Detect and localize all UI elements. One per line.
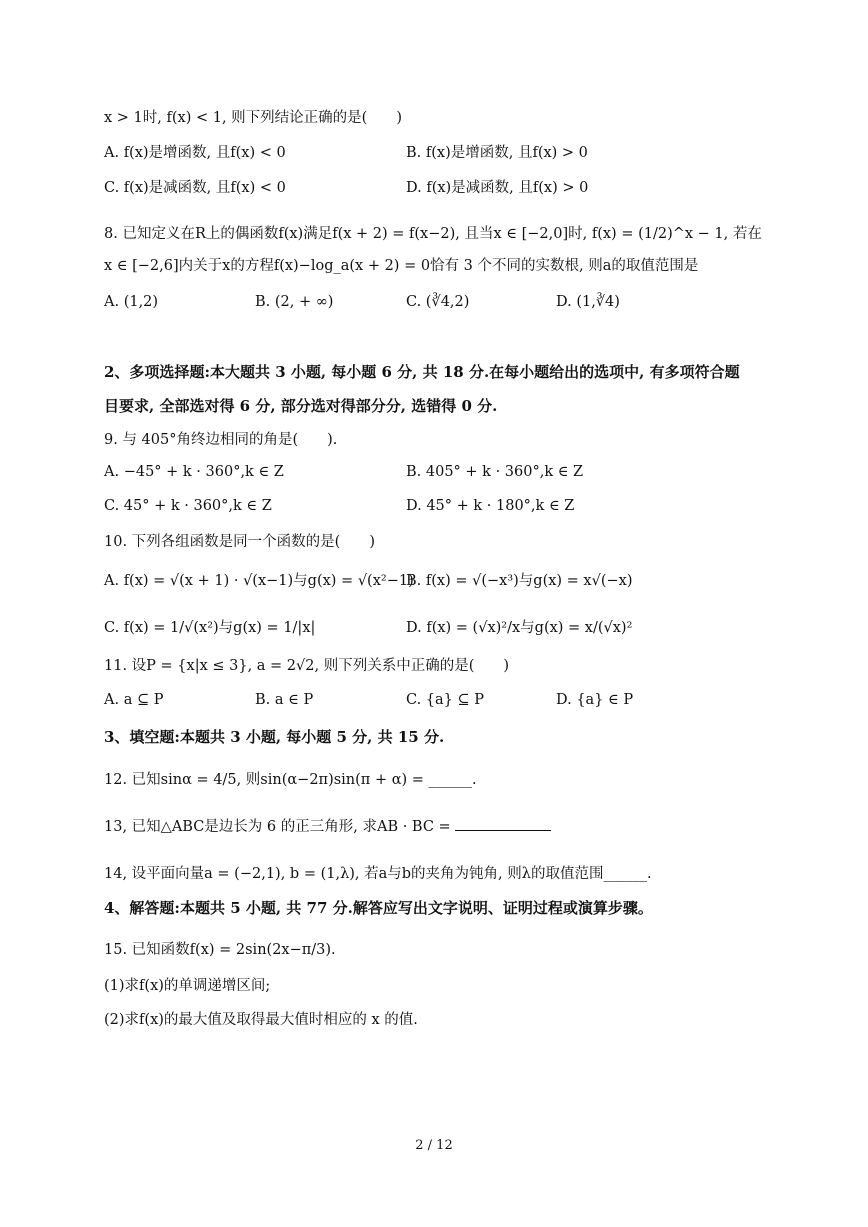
page-number: 2 / 12 [415,1138,453,1153]
q13-text [104,816,551,837]
section4-heading: 4、解答题:本题共 5 小题, 共 77 分.解答应写出文字说明、证明过程或演算步骤。 [104,899,653,917]
q11-stem: 11. 设P = {x|x ≤ 3}, a = 2√2, 则下列关系中正确的是( ) [104,658,510,674]
q11-option-b: B. a ∈ P [255,692,314,708]
q8-option-b: B. (2, + ∞) [255,294,334,310]
q10-option-c: C. f(x) = 1/√(x²)与g(x) = 1/|x| [104,620,316,636]
q10-option-a: A. f(x) = √(x + 1) · √(x−1)与g(x) = √(x²−1) [104,573,414,589]
q9-option-b: B. 405° + k · 360°,k ∈ Z [406,464,584,480]
section3-heading: 3、填空题:本题共 3 小题, 每小题 5 分, 共 15 分. [104,728,445,746]
q9-option-a: A. −45° + k · 360°,k ∈ Z [104,464,284,480]
q15-stem: 15. 已知函数f(x) = 2sin(2x−π/3). [104,942,336,958]
q8-option-d: D. (1,∛4) [556,294,620,310]
q8-line2: x ∈ [−2,6]内关于x的方程f(x)−log_a(x + 2) = 0恰有 3 个不同的实数根, 则a的取值范围是 [104,258,699,274]
q11-option-c: C. {a} ⊆ P [406,692,485,708]
q11-option-a: A. a ⊆ P [104,692,164,708]
q9-option-d: D. 45° + k · 180°,k ∈ Z [406,498,575,514]
q15-part1: (1)求f(x)的单调递增区间; [104,978,271,994]
section2-heading-line1: 2、多项选择题:本大题共 3 小题, 每小题 6 分, 共 18 分.在每小题给出的选项中, 有多项符合题 [104,363,740,381]
q14-text: 14, 设平面向量a = (−2,1), b = (1,λ), 若a与b的夹角为钝角, 则λ的取值范围______. [104,866,652,882]
q7-option-b: B. f(x)是增函数, 且f(x) > 0 [406,145,588,161]
q9-stem: 9. 与 405°角终边相同的角是( ). [104,432,338,448]
q13-answer-blank [455,816,551,831]
q11-option-d: D. {a} ∈ P [556,692,634,708]
q12-text: 12. 已知sinα = 4/5, 则sin(α−2π)sin(π + α) = ______. [104,772,477,788]
section2-heading-line2: 目要求, 全部选对得 6 分, 部分选对得部分分, 选错得 0 分. [104,397,498,415]
q13-label: 13, 已知△ABC是边长为 6 的正三角形, 求AB · BC = [104,819,451,835]
q7-stem: x > 1时, f(x) < 1, 则下列结论正确的是( ) [104,110,402,126]
q7-option-c: C. f(x)是减函数, 且f(x) < 0 [104,180,286,196]
q7-option-d: D. f(x)是减函数, 且f(x) > 0 [406,180,589,196]
q8-option-c: C. (∛4,2) [406,294,470,310]
q10-option-b: B. f(x) = √(−x³)与g(x) = x√(−x) [406,573,633,589]
q8-line1: 8. 已知定义在R上的偶函数f(x)满足f(x + 2) = f(x−2), 且当x ∈ [−2,0]时, f(x) = (1/2)^x − 1, 若在 [104,226,762,242]
q15-part2: (2)求f(x)的最大值及取得最大值时相应的 x 的值. [104,1012,418,1028]
q10-option-d: D. f(x) = (√x)²/x与g(x) = x/(√x)² [406,620,633,636]
q10-stem: 10. 下列各组函数是同一个函数的是( ) [104,534,375,550]
q8-option-a: A. (1,2) [104,294,159,310]
q9-option-c: C. 45° + k · 360°,k ∈ Z [104,498,272,514]
q7-option-a: A. f(x)是增函数, 且f(x) < 0 [104,145,286,161]
